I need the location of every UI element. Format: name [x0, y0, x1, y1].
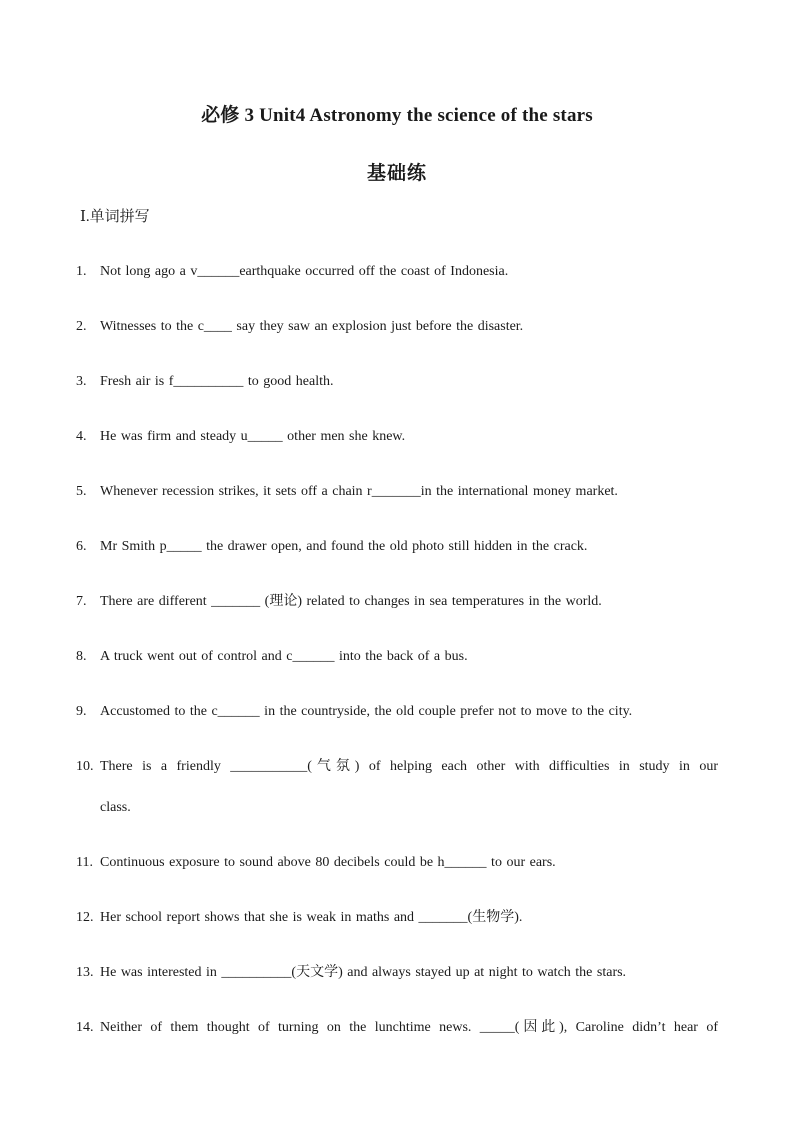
item-number: 6. [76, 539, 87, 554]
item-text: Fresh air is f__________ to good health. [100, 374, 334, 389]
item-text: Continuous exposure to sound above 80 decibels could be h______ to our ears. [100, 855, 556, 870]
item-text: Accustomed to the c______ in the countryside, the old couple prefer not to move to the city. [100, 704, 633, 719]
page-subtitle: 基础练 [366, 163, 427, 184]
item-text: Mr Smith p_____ the drawer open, and found the old photo still hidden in the crack. [100, 539, 588, 554]
item-number: 13. [76, 965, 94, 980]
item-text: Whenever recession strikes, it sets off a chain r_______in the international money market. [100, 484, 618, 499]
item-text: There is a friendly ___________(气氛) of helping each other with difficulties in study in our [100, 759, 718, 774]
item-number: 4. [76, 429, 87, 444]
item-text: Neither of them thought of turning on the lunchtime news. _____(因此), Caroline didn’t hear of [100, 1020, 718, 1035]
item-text: A truck went out of control and c______ into the back of a bus. [100, 649, 468, 664]
item-number: 5. [76, 484, 87, 499]
item-text: Not long ago a v______earthquake occurred off the coast of Indonesia. [100, 264, 509, 279]
item-number: 2. [76, 319, 87, 334]
item-text: Witnesses to the c____ say they saw an explosion just before the disaster. [100, 319, 524, 334]
item-text: Her school report shows that she is weak in maths and _______(生物学). [100, 910, 523, 925]
item-number: 1. [76, 264, 87, 279]
section-heading: Ⅰ.单词拼写 [80, 209, 150, 225]
item-text: He was firm and steady u_____ other men she knew. [100, 429, 406, 444]
item-number: 10. [76, 759, 94, 774]
item-text-continuation: class. [100, 800, 131, 815]
item-text: He was interested in __________(天文学) and always stayed up at night to watch the stars. [100, 965, 627, 980]
item-number: 7. [76, 594, 87, 609]
item-number: 9. [76, 704, 87, 719]
item-number: 12. [76, 910, 94, 925]
item-number: 14. [76, 1020, 94, 1035]
item-number: 8. [76, 649, 87, 664]
item-number: 11. [76, 855, 93, 870]
item-text: There are different _______ (理论) related to changes in sea temperatures in the world. [100, 594, 602, 609]
page-title: 必修 3 Unit4 Astronomy the science of the stars [201, 105, 593, 126]
item-number: 3. [76, 374, 87, 389]
